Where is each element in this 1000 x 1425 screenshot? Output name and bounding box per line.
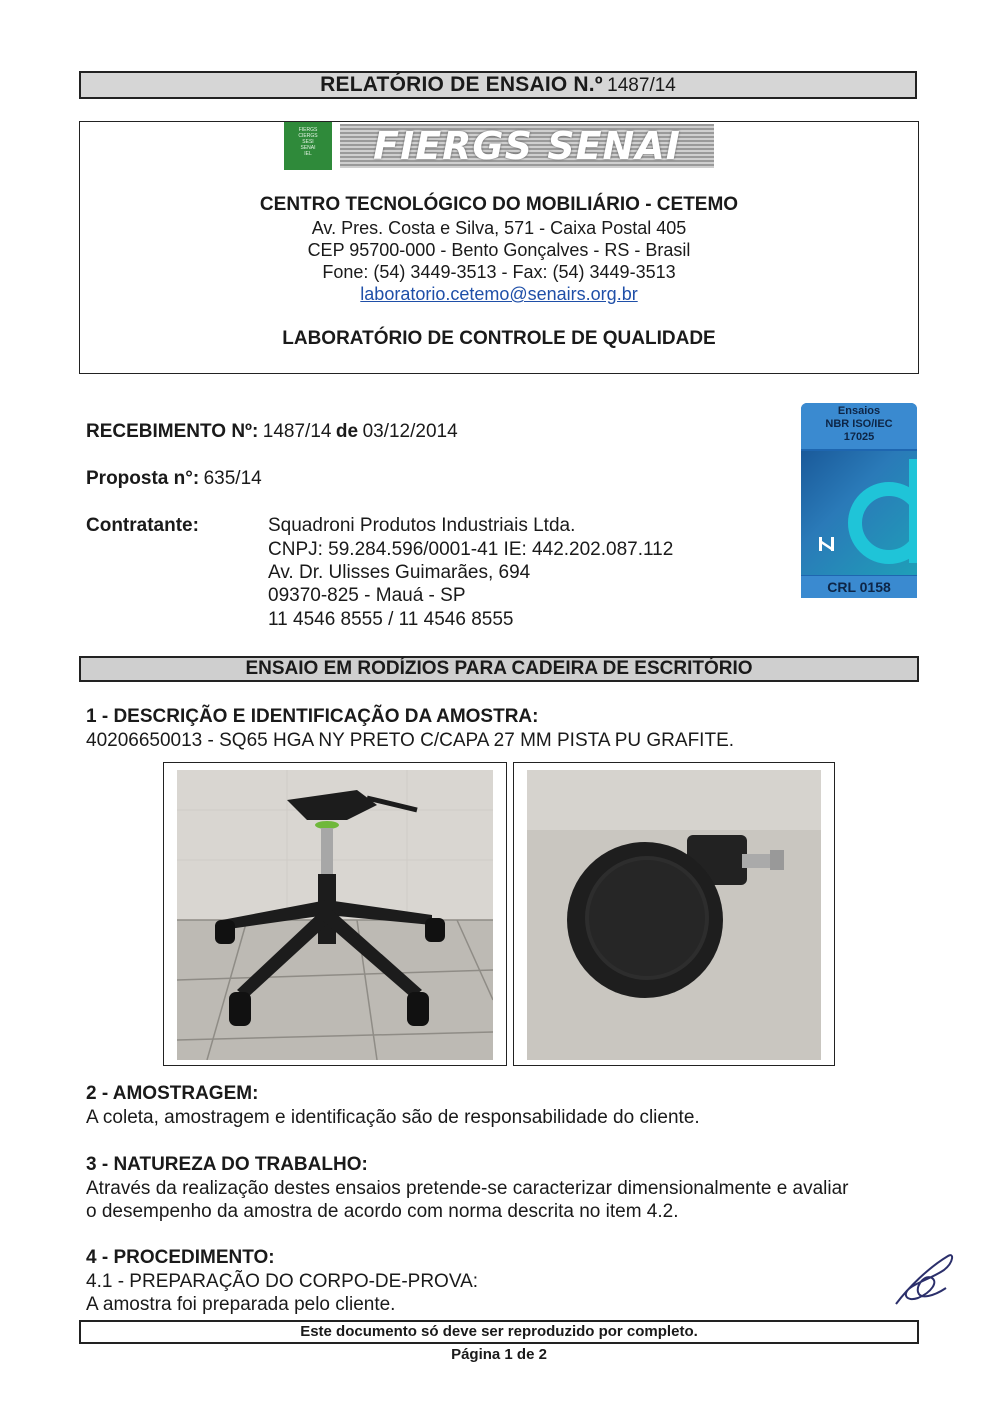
contractor-name: Squadroni Produtos Industriais Ltda.: [268, 515, 576, 536]
proposal-line: [86, 468, 262, 490]
report-title-number: 1487/14: [607, 75, 676, 96]
proposal-label: Proposta n°:: [86, 468, 200, 489]
receipt-number: 1487/14: [262, 421, 332, 442]
section-1-heading: 1 - DESCRIÇÃO E IDENTIFICAÇÃO DA AMOSTRA:: [86, 706, 539, 727]
report-title-label: RELATÓRIO DE ENSAIO N.º: [320, 73, 603, 96]
email-line: [79, 284, 919, 305]
page-number: Página 1 de 2: [451, 1346, 547, 1363]
test-title-bar: ENSAIO EM RODÍZIOS PARA CADEIRA DE ESCRITÓRIO: [79, 656, 919, 682]
section-3-text-line-1: Através da realização destes ensaios pretende-se caracterizar dimensionalmente e avaliar: [86, 1178, 849, 1199]
fiergs-senai-logo: [284, 122, 716, 170]
receipt-date: 03/12/2014: [362, 421, 458, 442]
contractor-cep: 09370-825 - Mauá - SP: [268, 585, 466, 606]
contractor-address: Av. Dr. Ulisses Guimarães, 694: [268, 562, 531, 583]
section-3-heading: 3 - NATUREZA DO TRABALHO:: [86, 1154, 368, 1175]
report-title-bar: [79, 71, 917, 99]
logo-wordmark: FIERGS SENAI: [373, 124, 681, 168]
lab-quality-title: LABORATÓRIO DE CONTROLE DE QUALIDADE: [282, 328, 716, 349]
section-4-1-text: A amostra foi preparada pelo cliente.: [86, 1294, 396, 1315]
receipt-label: RECEBIMENTO Nº:: [86, 421, 259, 442]
proposal-number: 635/14: [203, 468, 262, 489]
contractor-phone: 11 4546 8555 / 11 4546 8555: [268, 609, 514, 630]
section-2-text: A coleta, amostragem e identificação são de responsabilidade do cliente.: [86, 1107, 700, 1128]
section-4-1-heading: 4.1 - PREPARAÇÃO DO CORPO-DE-PROVA:: [86, 1271, 479, 1292]
contractor-cnpj: CNPJ: 59.284.596/0001-41 IE: 442.202.087.112: [268, 539, 674, 560]
badge-code: CRL 0158: [801, 576, 917, 598]
lab-name: CENTRO TECNOLÓGICO DO MOBILIÁRIO - CETEMO: [259, 194, 739, 215]
section-2-heading: 2 - AMOSTRAGEM:: [86, 1083, 259, 1104]
inmetro-mark: [801, 451, 917, 575]
address-line-1: Av. Pres. Costa e Silva, 571 - Caixa Postal 405: [311, 218, 687, 238]
email-link[interactable]: laboratorio.cetemo@senairs.org.br: [360, 284, 638, 304]
photo-chair-base-frame: [163, 762, 507, 1066]
photo-caster-frame: [513, 762, 835, 1066]
inmetro-icon: [819, 537, 834, 551]
receipt-line: [86, 421, 458, 443]
accreditation-badge: [801, 403, 917, 598]
address-line-2: CEP 95700-000 - Bento Gonçalves - RS - Brasil: [307, 240, 691, 260]
section-1-text: 40206650013 - SQ65 HGA NY PRETO C/CAPA 27 MM PISTA PU GRAFITE.: [86, 730, 735, 751]
handwritten-signature: [888, 1248, 960, 1310]
contractor-label: Contratante:: [86, 515, 199, 536]
caster-photo: [527, 770, 821, 1060]
reproduction-notice: Este documento só deve ser reproduzido por completo.: [79, 1320, 919, 1344]
phone-line: Fone: (54) 3449-3513 - Fax: (54) 3449-3513: [322, 262, 676, 282]
section-4-heading: 4 - PROCEDIMENTO:: [86, 1247, 275, 1268]
section-3-text-line-2: o desempenho da amostra de acordo com norma descrita no item 4.2.: [86, 1201, 679, 1222]
chair-base-photo: [177, 770, 493, 1060]
receipt-de: de: [335, 421, 359, 442]
badge-header: Ensaios NBR ISO/IEC 17025: [801, 403, 917, 449]
fiergs-emblem: FIERGS CIERGS SESI SENAI IEL: [284, 122, 332, 170]
